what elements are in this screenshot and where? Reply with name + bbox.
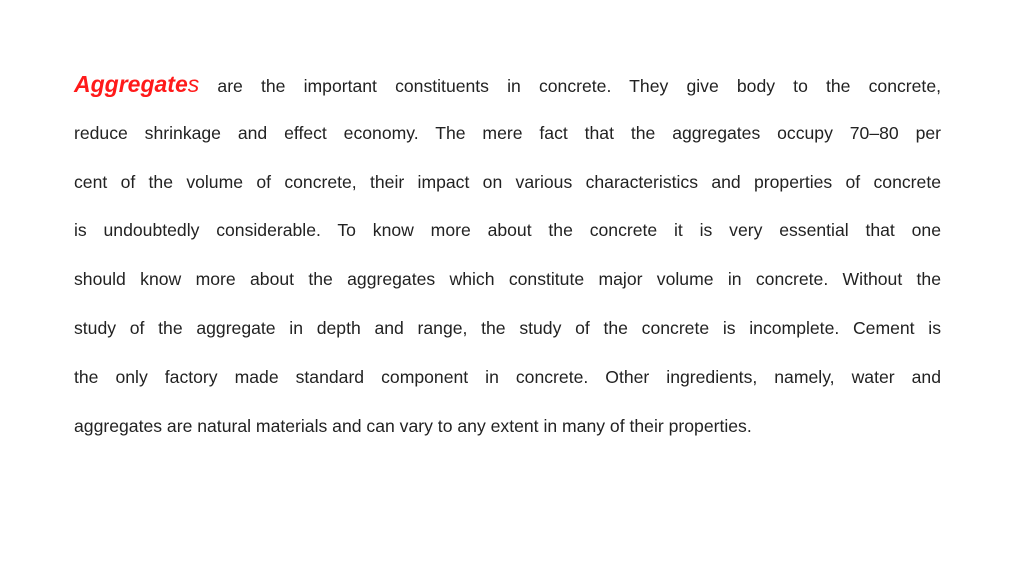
paragraph-line-5: should know more about the aggregates which constitute major volume in concrete. Without the xyxy=(74,269,941,290)
paragraph-line-6: study of the aggregate in depth and range, the study of the concrete is incomplete. Cement is xyxy=(74,317,941,338)
highlighted-term-main: Aggregate xyxy=(74,71,188,97)
paragraph-line-3: cent of the volume of concrete, their impact on various characteristics and properties of concrete xyxy=(74,171,941,192)
aggregates-paragraph xyxy=(74,60,941,450)
paragraph-line-4: is undoubtedly considerable. To know more about the concrete it is very essential that one xyxy=(74,220,941,241)
paragraph-line-7: the only factory made standard component in concrete. Other ingredients, namely, water and xyxy=(74,366,941,387)
paragraph-line-1-text: are the important constituents in concrete. They give body to the concrete, xyxy=(199,76,941,96)
paragraph-line-2: reduce shrinkage and effect economy. The mere fact that the aggregates occupy 70–80 per xyxy=(74,122,941,143)
highlighted-term xyxy=(74,71,199,97)
paragraph-line-1 xyxy=(74,60,941,109)
paragraph-line-8: aggregates are natural materials and can vary to any extent in many of their properties. xyxy=(74,415,752,436)
highlighted-term-suffix: s xyxy=(187,71,200,97)
